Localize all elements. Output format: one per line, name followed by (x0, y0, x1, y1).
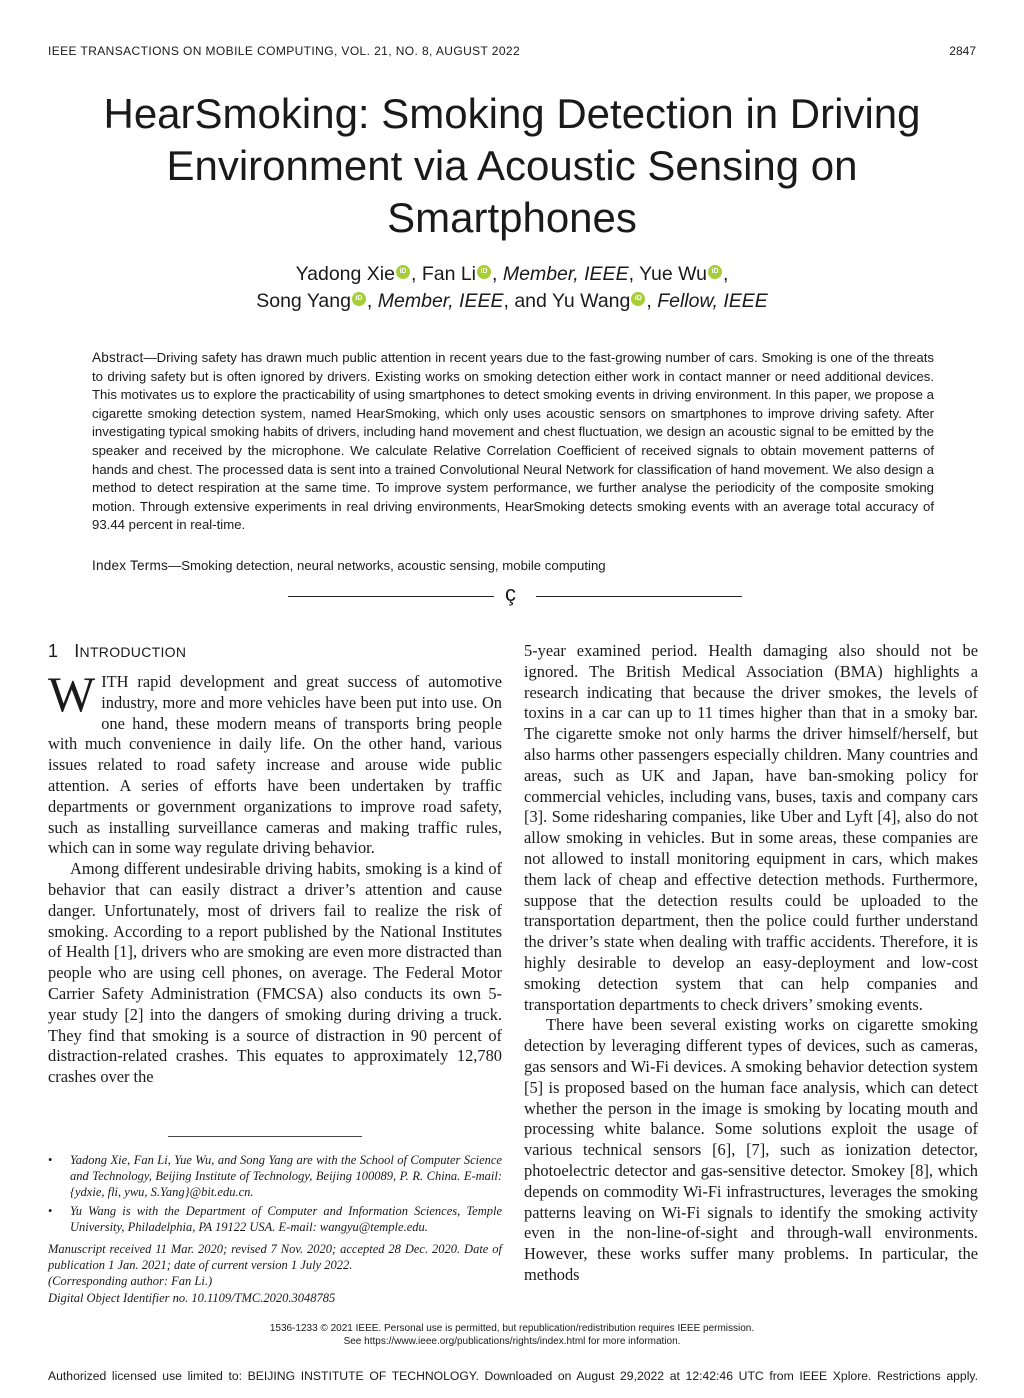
section-number: 1 (48, 641, 59, 661)
orcid-icon[interactable]: iD (352, 292, 366, 306)
author-name: Fan Li (421, 263, 477, 285)
index-terms-dash: — (168, 558, 182, 573)
drop-cap: W (48, 666, 96, 722)
author-role: Fellow, IEEE (657, 290, 768, 312)
affiliation-footnote (48, 1203, 502, 1235)
page-number: 2847 (949, 44, 976, 58)
paragraph: 5-year examined period. Health damaging also should not be ignored. The British Medical Association (BMA) highlights a research indicating that because the driver smokes, the levels of toxins in a car can up to 11 times higher than that in a smoky bar. The cigarette smoke not only harms the driver himself/herself, but also harms other passengers especially children. Many countries and areas, such as UK and Japan, have ban-smoking policy for commercial vehicles, including vans, buses, taxis and company cars [3]. Some ridesharing companies, like Uber and Lyft [4], also do not allow smoking in vehicles. But in some areas, these companies are not allowed to install monitoring equipment in cars, which makes them lack of cheap and effective detection methods. Furthermore, suppose that the detection results could be uploaded to the transportation department, then the police could further understand the driver’s state when dealing with traffic accidents. Therefore, it is highly desirable to develop an easy-deployment and low-cost smoking detection system that can help companies and transportation departments to check drivers’ smoking events. (524, 641, 978, 1014)
orcid-icon[interactable]: iD (477, 265, 491, 279)
paragraph: There have been several existing works on cigarette smoking detection by leveraging different types of devices, such as cameras, gas sensors and Wi-Fi devices. A smoking behavior detection system [5] is proposed based on the human face analysis, which can detect whether the person in the image is smoking by locating mouth and processing white balance. Some solutions exploit the usage of various technical sensors [6], [7], such as ionization detector, photoelectric detector and gas-sensitive detector. Smokey [8], which depends on commodity Wi-Fi infrastructures, leverages the smoking patterns leaving on Wi-Fi signals to identify the smoking activity even in the non-line-of-sight and through-wall environments. However, these works suffer many problems. In particular, the methods (524, 1015, 978, 1284)
footnote-text: Yadong Xie, Fan Li, Yue Wu, and Song Yang are with the School of Computer Science and Technology, Beijing Institute of Technology, Beijing 100089, P. R. China. E-mail: {ydxie, fli, ywu, S.Yang}@bit.edu.cn. (70, 1153, 502, 1200)
body-column-left (48, 666, 502, 1088)
section-heading (48, 641, 186, 662)
paragraph: Among different undesirable driving habits, smoking is a kind of behavior that can easily distract a driver’s attention and cause danger. Unfortunately, most of drivers fail to realize the risk of smoking. According to a report published by the National Institutes of Health [1], drivers who are smoking are even more distracted than people who are using cell phones, on average. The Federal Motor Carrier Safety Administration (FMCSA) also conducts its own 5-year study [2] into the dangers of smoking during driving a truck. They find that smoking is a source of distraction in 90 percent of distraction-related crashes. This equates to approximately 12,780 crashes over the (48, 859, 502, 1087)
orcid-icon[interactable]: iD (396, 265, 410, 279)
section-title-initial: I (74, 641, 80, 661)
copyright-line: 1536-1233 © 2021 IEEE. Personal use is permitted, but republication/redistribution requires IEEE permission. (269, 1323, 755, 1334)
drop-cap-rest: ITH (101, 672, 129, 691)
author-role: Member, IEEE (377, 290, 504, 312)
paragraph (48, 666, 502, 859)
abstract (92, 349, 934, 535)
abstract-label: Abstract (92, 350, 144, 365)
index-terms-text: Smoking detection, neural networks, acoustic sensing, mobile computing (181, 558, 606, 573)
index-terms-label: Index Terms (92, 558, 168, 573)
abstract-dash: — (143, 350, 157, 365)
affiliation-footnote (48, 1152, 502, 1201)
paper-title: HearSmoking: Smoking Detection in Driving Environment via Acoustic Sensing on Smartphones (103, 90, 921, 241)
separator-rule-right (536, 596, 742, 597)
author-name: Yadong Xie (295, 263, 395, 285)
separator-rule-left (288, 596, 494, 597)
running-header-journal: IEEE TRANSACTIONS ON MOBILE COMPUTING, VOL. 21, NO. 8, AUGUST 2022 (48, 44, 521, 58)
doi: Digital Object Identifier no. 10.1109/TMC.2020.3048785 (48, 1290, 336, 1305)
copyright-notice (0, 1322, 1024, 1348)
abstract-text: Driving safety has drawn much public attention in recent years due to the fast-growing number of cars. Smoking is one of the threats to driving safety but is often ignored by drivers. Existing works on smoking detection either work in contact manner or need additional devices. This motivates us to explore the practicability of using smartphones to detect smoking events in driving environment. In this paper, we propose a cigarette smoking detection system, named HearSmoking, which only uses acoustic sensors on smartphones to improve driving safety. After investigating typical smoking habits of drivers, including hand movement and chest fluctuation, we design an acoustic signal to be emitted by the speaker and received by the microphone. We calculate Relative Correlation Coefficient of received signals to obtain movement patterns of hands and chest. The processed data is sent into a trained Convolutional Neural Network for classification of hand movement. We also design a method to detect respiration at the same time. To improve system performance, we further analyse the periodicity of the composite smoking motion. Through extensive experiments in real driving environments, HearSmoking detects smoking events with an average total accuracy of 93.44 percent in real-time. (92, 350, 934, 533)
footnotes (48, 1152, 502, 1306)
author-name: Yu Wang (551, 290, 631, 312)
paragraph-text: rapid development and great success of automotive industry, more and more vehicles have been put into use. On one hand, these modern means of transports bring people with much convenience in daily life. On the other hand, various issues related to road safety increase and arouse wide public attention. A series of efforts have been undertaken by traffic departments or government organizations to improve road safety, such as installing surveillance cameras and making traffic rules, which can in some way regulate driving behavior. (48, 672, 502, 858)
corresponding-author: (Corresponding author: Fan Li.) (48, 1274, 213, 1289)
footnote-rule (168, 1136, 362, 1137)
manuscript-dates: Manuscript received 11 Mar. 2020; revised 7 Nov. 2020; accepted 28 Dec. 2020. Date of publication 1 Jan. 2021; date of current version 1 July 2022. (48, 1242, 502, 1273)
footnote-text: Yu Wang is with the Department of Computer and Information Sciences, Temple University, Philadelphia, PA 19122 USA. E-mail: wangyu@temple.edu. (70, 1203, 502, 1234)
rights-link-line[interactable]: See https://www.ieee.org/publications/rights/index.html for more information. (343, 1336, 681, 1347)
separator-ornament: ç (505, 581, 516, 606)
section-title-rest: NTRODUCTION (79, 644, 187, 660)
index-terms (92, 558, 934, 573)
bullet-icon: • (48, 1203, 53, 1218)
orcid-icon[interactable]: iD (631, 292, 645, 306)
author-list: Yadong Xie iD , Fan Li iD , Member, IEEE, Yue Wu iD , Song Yang iD , Member, IEEE, and Yu Wang iD , Fellow, IEEE (256, 263, 768, 312)
author-name: Song Yang (256, 290, 351, 312)
author-conjunction: and (514, 290, 547, 312)
bullet-icon: • (48, 1153, 53, 1167)
body-column-right (524, 641, 978, 1286)
orcid-icon[interactable]: iD (708, 265, 722, 279)
author-role: Member, IEEE (502, 263, 629, 285)
license-footer: Authorized licensed use limited to: BEIJING INSTITUTE OF TECHNOLOGY. Downloaded on August 29,2022 at 12:42:46 UTC from IEEE Xplore. Restrictions apply. (48, 1369, 978, 1383)
author-name: Yue Wu (639, 263, 707, 285)
